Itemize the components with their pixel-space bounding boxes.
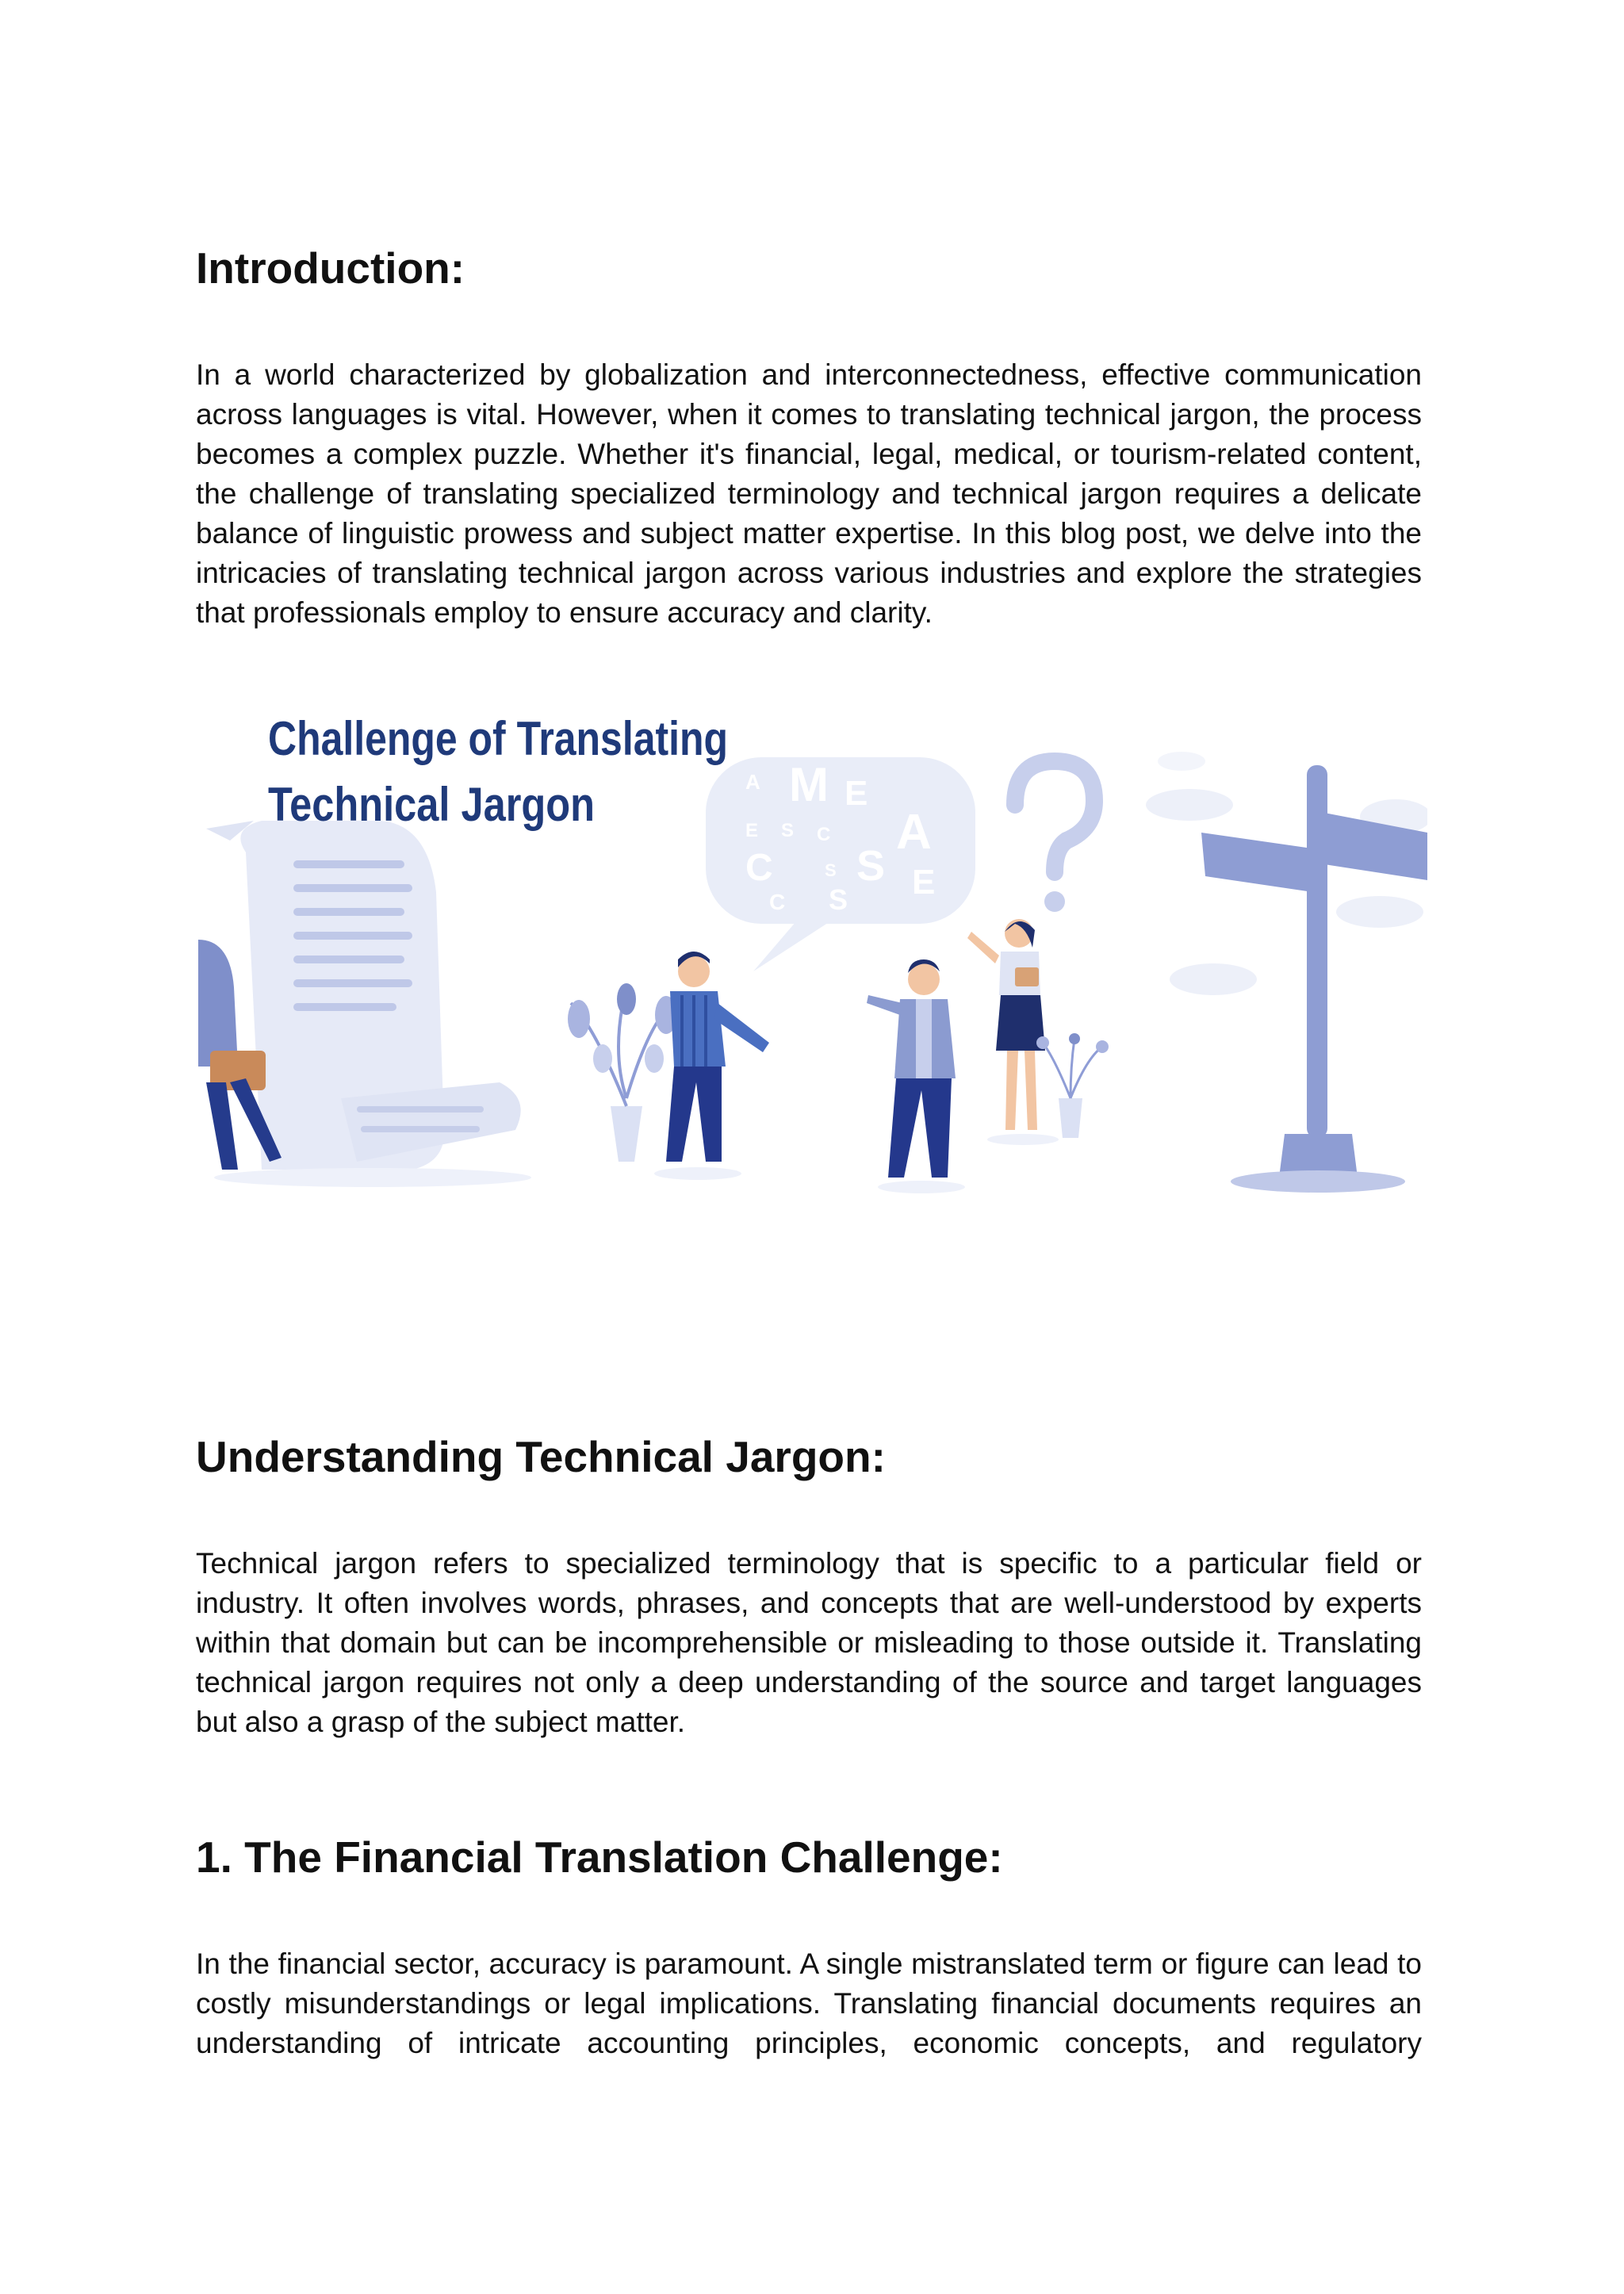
bubble-letter: S	[856, 842, 886, 890]
bubble-letter: S	[829, 883, 848, 916]
question-mark-icon	[1015, 761, 1094, 912]
bubble-letter: C	[745, 847, 773, 889]
intro-heading: Introduction:	[196, 243, 465, 293]
hero-illustration	[198, 686, 1427, 1225]
person-woman	[967, 919, 1059, 1145]
financial-paragraph: In the financial sector, accuracy is paramount. A single mistranslated term or figure can lead to costly misunderstandings or legal implications. Translating financial documents requires an understanding of intricate accounting principles, economic concepts, and regulatory	[196, 1947, 1422, 2059]
illustration-title-line2: Technical Jargon	[268, 778, 595, 831]
bubble-letter: C	[817, 824, 831, 845]
understanding-heading: Understanding Technical Jargon:	[196, 1432, 886, 1481]
intro-paragraph: In a world characterized by globalization and interconnectedness, effective communication across languages is vital. However, when it comes to translating technical jargon, the process becomes a complex puzzle. Whether it's financial, legal, medical, or tourism-related content, the challenge of translating specialized terminology and technical jargon requires a delicate balance of linguistic prowess and subject matter expertise. In this blog post, we delve into the intricacies of translating technical jargon across various industries and explore the strategies that professionals employ to ensure accuracy and clarity.	[196, 358, 1422, 629]
bubble-letter: C	[769, 890, 786, 914]
bubble-letter: A	[896, 805, 932, 860]
bubble-letter: S	[781, 820, 795, 841]
bubble-letter: E	[845, 774, 868, 813]
illustration-title-line1: Challenge of Translating	[268, 712, 728, 765]
bubble-letter: E	[745, 820, 759, 841]
person-striped-shirt	[654, 952, 769, 1180]
financial-heading: 1. The Financial Translation Challenge:	[196, 1833, 1003, 1882]
speech-bubble-icon	[706, 757, 975, 971]
plant-left	[568, 983, 677, 1162]
understanding-paragraph: Technical jargon refers to specialized terminology that is specific to a particular field or industry. It often involves words, phrases, and concepts that are well-understood by experts within that domain but can be incomprehensible or misleading to those outside it. Translating technical jargon requires not only a deep understanding of the source and target languages but also a grasp of the subject matter.	[196, 1547, 1422, 1738]
bubble-letter: E	[912, 863, 936, 902]
bubble-letter: M	[789, 758, 829, 811]
bubble-letter: A	[745, 770, 760, 794]
bubble-letter: S	[825, 860, 837, 880]
person-grey-jacket	[867, 959, 965, 1193]
plant-right	[1036, 1033, 1109, 1138]
